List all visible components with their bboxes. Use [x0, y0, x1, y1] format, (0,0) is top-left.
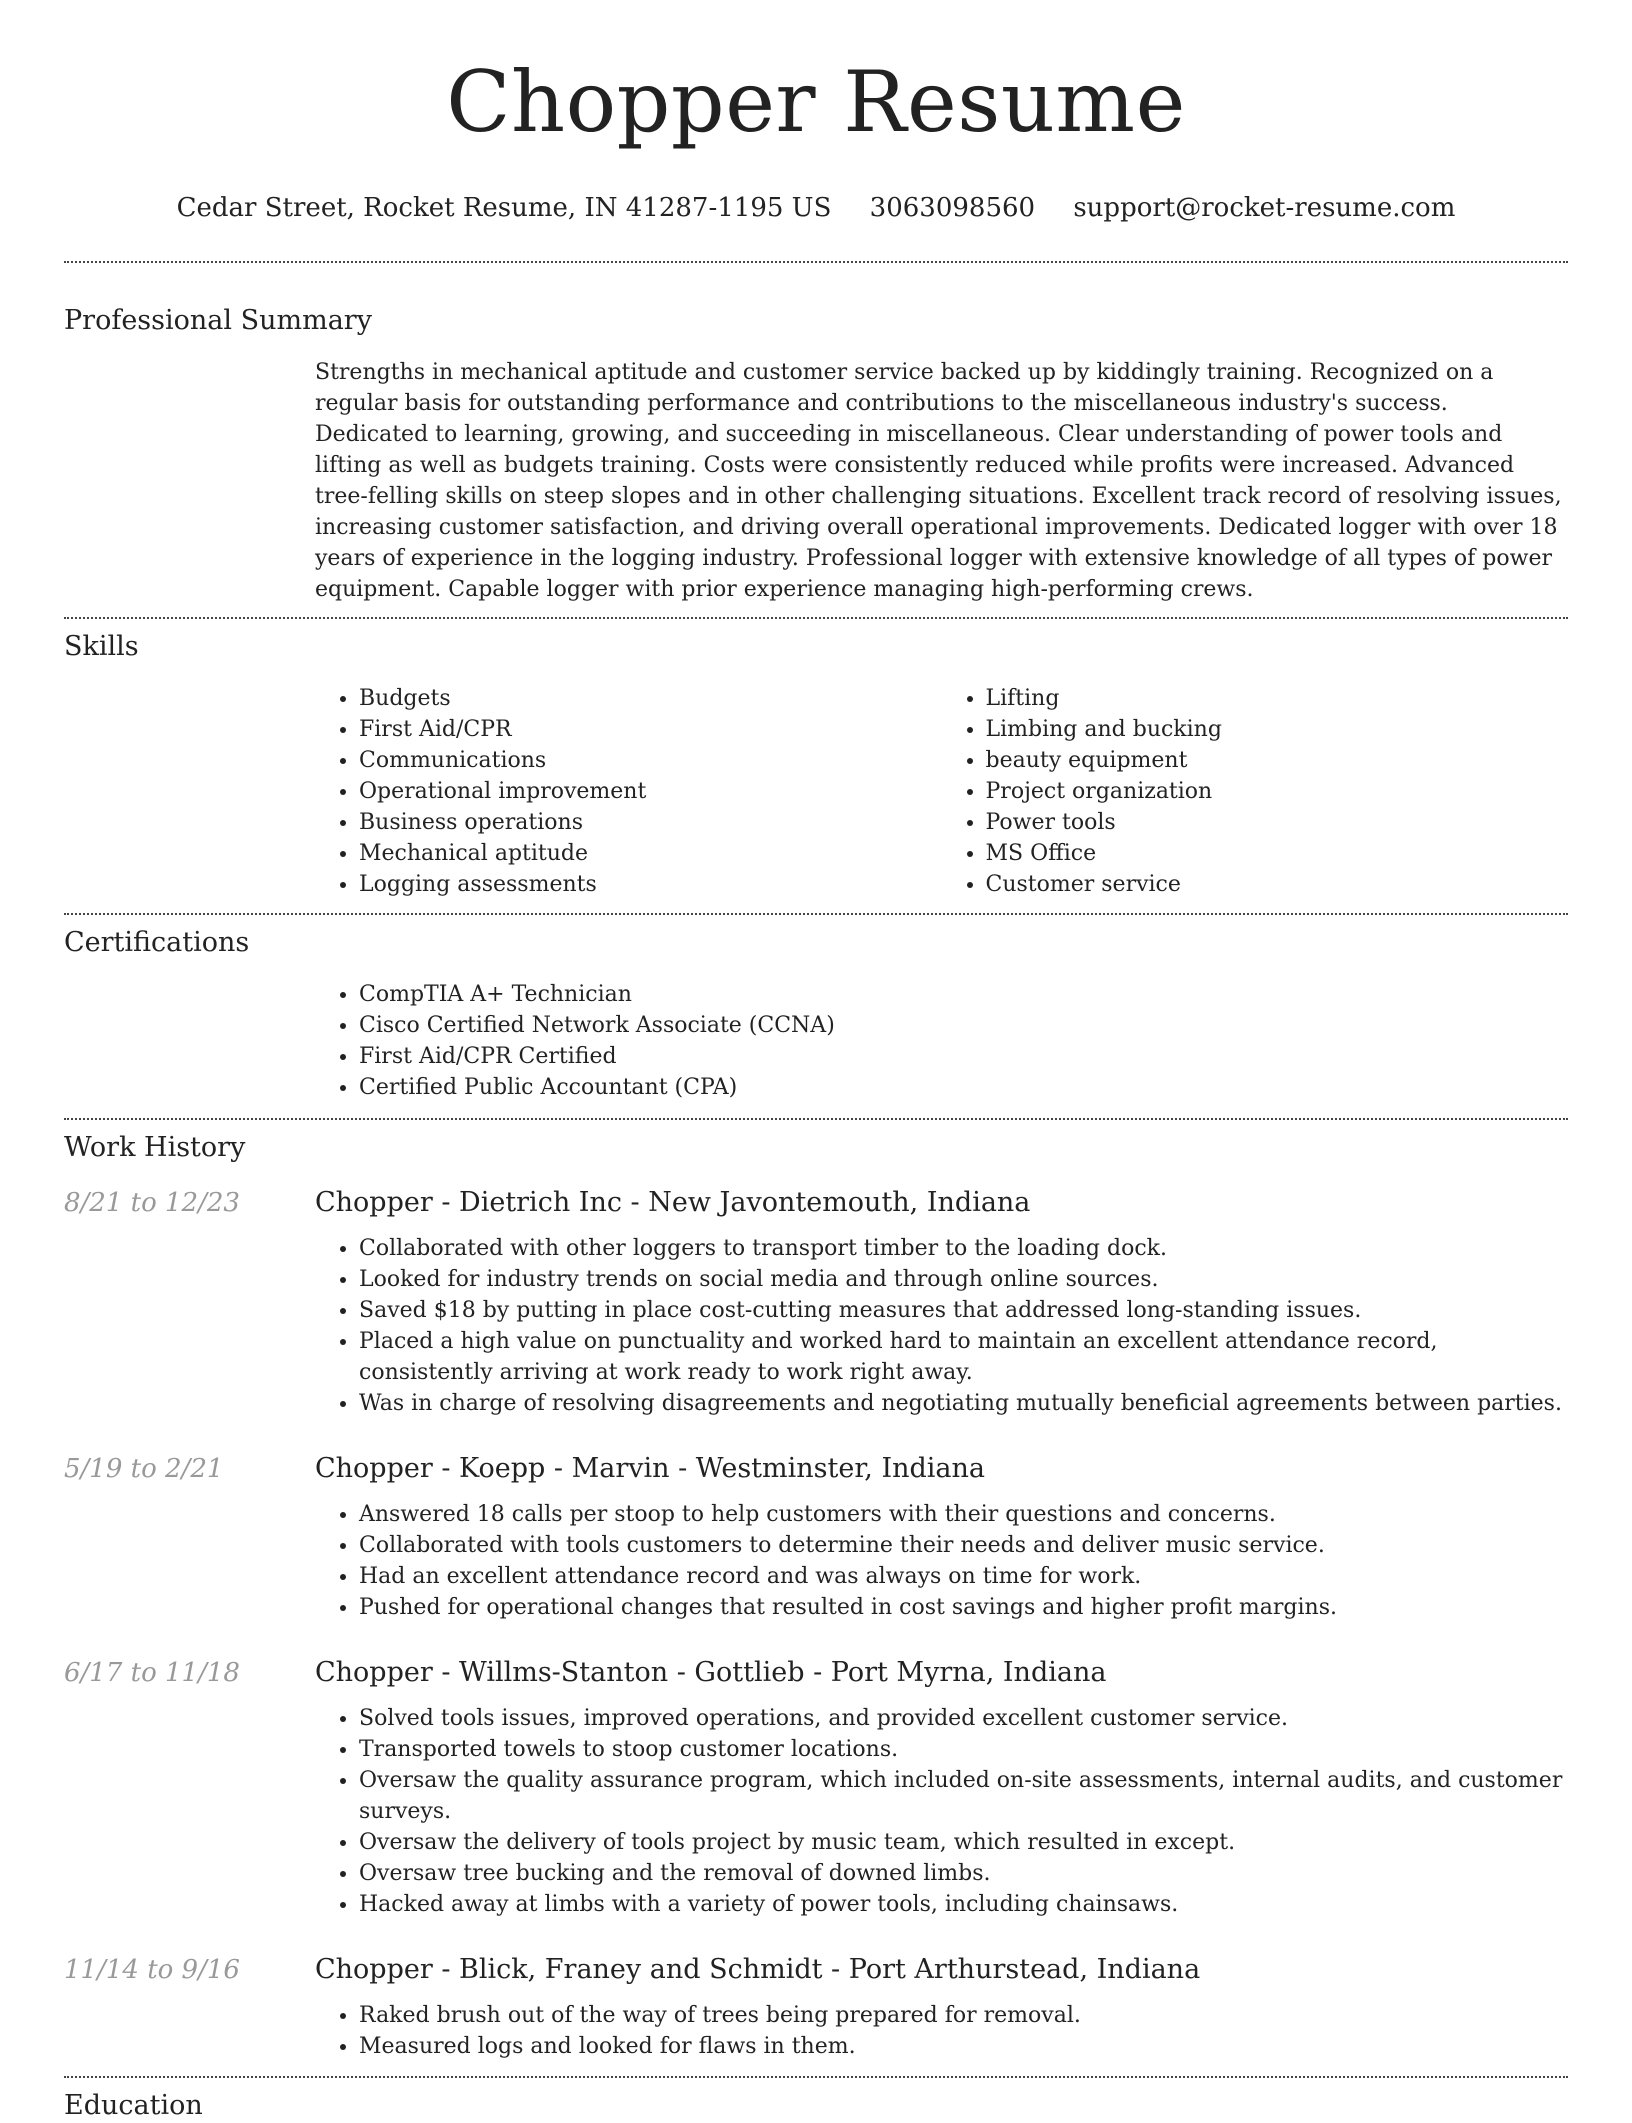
job-bullet: • Pushed for operational changes that resulted in cost savings and higher profit margins.: [359, 1592, 1568, 1623]
skill-item: • Operational improvement: [359, 776, 942, 807]
job-bullet: • Measured logs and looked for flaws in them.: [359, 2031, 1568, 2062]
job-date: 5/19 to 2/21: [64, 1454, 224, 1484]
job-date: 11/14 to 9/16: [64, 1955, 240, 1985]
summary-text: Strengths in mechanical aptitude and customer service backed up by kiddingly training. Recognized on a regular basis for outstanding performance and contributions to the miscellaneous industry's success. Dedicated to learning, growing, and succeeding in miscellaneous. Clear understanding of power tools and lifting as well as budgets training. Costs were consistently reduced while profits were increased. Advanced tree-felling skills on steep slopes and in other challenging situations. Excellent track record of resolving issues, increasing customer satisfaction, and driving overall operational improvements. Dedicated logger with over 18 years of experience in the logging industry. Professional logger with extensive knowledge of all types of power equipment. Capable logger with prior experience managing high-performing crews.: [315, 360, 1562, 602]
job-body: [315, 1953, 1568, 2062]
job-date: 6/17 to 11/18: [64, 1658, 240, 1688]
job-body: [315, 1186, 1568, 1419]
job-bullet: • Raked brush out of the way of trees being prepared for removal.: [359, 2000, 1568, 2031]
job-bullets: [315, 1499, 1568, 1623]
skill-item: • MS Office: [986, 838, 1569, 869]
job-bullet: • Looked for industry trends on social media and through online sources.: [359, 1264, 1568, 1295]
job-bullet: • Collaborated with other loggers to transport timber to the loading dock.: [359, 1233, 1568, 1264]
section-title-work-history: Work History: [64, 1132, 246, 1163]
work-history-section: [64, 1120, 1568, 2062]
skill-item: • First Aid/CPR: [359, 714, 942, 745]
section-title-certifications: Certifications: [64, 927, 250, 958]
job-bullet: • Hacked away at limbs with a variety of power tools, including chainsaws.: [359, 1889, 1568, 1920]
skill-item: • Communications: [359, 745, 942, 776]
job-bullet: • Oversaw the delivery of tools project by music team, which resulted in except.: [359, 1827, 1568, 1858]
skills-grid: [315, 683, 1568, 900]
contact-email: support@rocket-resume.com: [1073, 193, 1456, 223]
job-entry: [64, 1953, 1568, 2062]
job-bullet: • Saved $18 by putting in place cost-cutting measures that addressed long-standing issues.: [359, 1295, 1568, 1326]
education-section: [64, 2078, 1568, 2123]
job-bullet: • Placed a high value on punctuality and worked hard to maintain an excellent attendance record, consistently arriving at work ready to work right away.: [359, 1326, 1568, 1388]
skill-item: • Limbing and bucking: [986, 714, 1569, 745]
certification-item: • First Aid/CPR Certified: [359, 1041, 1568, 1072]
contact-address: Cedar Street, Rocket Resume, IN 41287-1195 US: [176, 193, 832, 223]
certification-item: • Cisco Certified Network Associate (CCNA): [359, 1010, 1568, 1041]
skill-item: • Logging assessments: [359, 869, 942, 900]
skill-item: • Lifting: [986, 683, 1569, 714]
skill-item: • Mechanical aptitude: [359, 838, 942, 869]
skill-item: • Power tools: [986, 807, 1569, 838]
summary-section: [64, 263, 1568, 605]
job-bullet: • Had an excellent attendance record and was always on time for work.: [359, 1561, 1568, 1592]
section-title-education: Education: [64, 2090, 203, 2121]
job-bullets: [315, 1233, 1568, 1419]
skills-section: [64, 619, 1568, 900]
job-title: Chopper - Willms-Stanton - Gottlieb - Port Myrna, Indiana: [315, 1657, 1107, 1688]
job-bullet: • Answered 18 calls per stoop to help customers with their questions and concerns.: [359, 1499, 1568, 1530]
job-body: [315, 1452, 1568, 1623]
skill-item: • Project organization: [986, 776, 1569, 807]
job-bullet: • Oversaw the quality assurance program, which included on-site assessments, internal audits, and customer surveys.: [359, 1765, 1568, 1827]
job-bullet: • Transported towels to stoop customer locations.: [359, 1734, 1568, 1765]
certification-item: • CompTIA A+ Technician: [359, 979, 1568, 1010]
resume-name: Chopper Resume: [446, 53, 1186, 151]
contact-line: [64, 192, 1568, 224]
job-title: Chopper - Blick, Franey and Schmidt - Port Arthurstead, Indiana: [315, 1954, 1201, 1985]
skill-item: • Customer service: [986, 869, 1569, 900]
skill-item: • Budgets: [359, 683, 942, 714]
section-title-skills: Skills: [64, 631, 139, 662]
job-entry: [64, 1186, 1568, 1419]
job-title: Chopper - Koepp - Marvin - Westminster, Indiana: [315, 1453, 986, 1484]
job-date: 8/21 to 12/23: [64, 1188, 240, 1218]
job-title: Chopper - Dietrich Inc - New Javontemouth, Indiana: [315, 1187, 1031, 1218]
job-bullet: • Collaborated with tools customers to determine their needs and deliver music service.: [359, 1530, 1568, 1561]
job-bullet: • Solved tools issues, improved operations, and provided excellent customer service.: [359, 1703, 1568, 1734]
section-title-summary: Professional Summary: [64, 305, 372, 336]
certification-item: • Certified Public Accountant (CPA): [359, 1072, 1568, 1103]
skill-item: • Business operations: [359, 807, 942, 838]
job-bullets: [315, 1703, 1568, 1920]
certifications-list: [315, 979, 1568, 1103]
job-body: [315, 1656, 1568, 1920]
job-bullets: [315, 2000, 1568, 2062]
certifications-content: [315, 979, 1568, 1103]
certifications-section: [64, 915, 1568, 1103]
job-entry: [64, 1452, 1568, 1623]
skills-list-right: [942, 683, 1569, 900]
skills-list-left: [315, 683, 942, 900]
job-bullet: • Oversaw tree bucking and the removal of downed limbs.: [359, 1858, 1568, 1889]
job-entry: [64, 1656, 1568, 1920]
contact-phone: 3063098560: [869, 193, 1036, 223]
skill-item: • beauty equipment: [986, 745, 1569, 776]
job-bullet: • Was in charge of resolving disagreements and negotiating mutually beneficial agreements between parties.: [359, 1388, 1568, 1419]
